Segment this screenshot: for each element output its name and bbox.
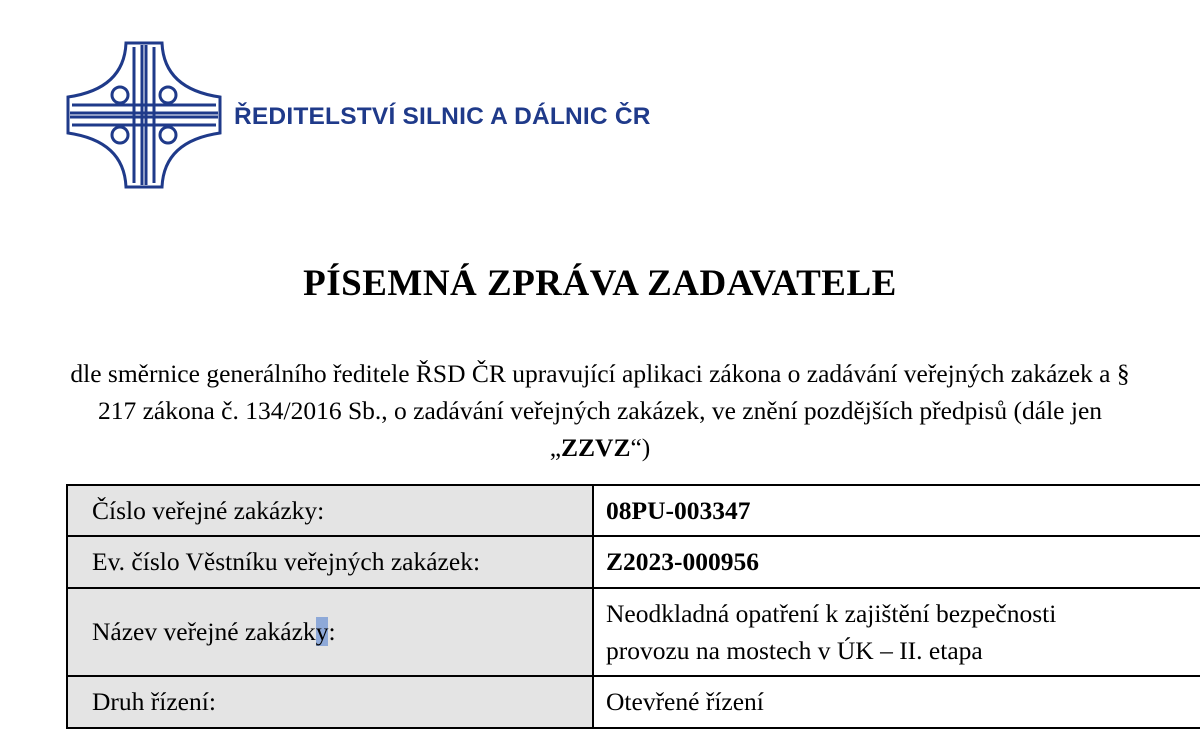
row-label-contract-number: Číslo veřejné zakázky: bbox=[67, 485, 593, 536]
document-title: PÍSEMNÁ ZPRÁVA ZADAVATELE bbox=[303, 263, 897, 304]
row-value-contract-number: 08PU-003347 bbox=[593, 485, 1200, 536]
table-row bbox=[67, 536, 1200, 588]
table-row bbox=[67, 676, 1200, 728]
table-row bbox=[67, 485, 1200, 536]
row-value-bulletin-number: Z2023-000956 bbox=[593, 536, 1200, 588]
contract-name-line-1: Neodkladná opatření k zajištění bezpečnosti bbox=[606, 599, 1057, 628]
contract-info-table bbox=[66, 484, 1200, 729]
text-selection-highlight[interactable]: y bbox=[315, 617, 329, 646]
organization-name: ŘEDITELSTVÍ SILNIC A DÁLNIC ČR bbox=[234, 103, 651, 130]
row-label-bulletin-number: Ev. číslo Věstníku veřejných zakázek: bbox=[67, 536, 593, 588]
subtitle-text: dle směrnice generálního ředitele ŘSD ČR upravující aplikaci zákona o zadávání veřejných zakázek a § 217 zákona č. 134/2016 Sb., o zadávání veřejných zakázek, ve znění pozdějších předpisů (dále jen „ bbox=[70, 359, 1130, 462]
row-label-contract-name bbox=[67, 588, 593, 676]
document-subtitle bbox=[60, 355, 1140, 466]
contract-name-label-colon: : bbox=[328, 617, 336, 646]
table-row bbox=[67, 588, 1200, 676]
contract-name-label-text: Název veřejné zakázk bbox=[92, 617, 316, 646]
subtitle-closing: “) bbox=[630, 433, 651, 462]
rsd-cross-logo-icon bbox=[66, 41, 222, 189]
row-value-contract-name bbox=[593, 588, 1200, 676]
row-label-procedure-type: Druh řízení: bbox=[67, 676, 593, 728]
contract-name-line-2: provozu na mostech v ÚK – II. etapa bbox=[606, 636, 983, 665]
row-value-procedure-type: Otevřené řízení bbox=[593, 676, 1200, 728]
subtitle-abbreviation: ZZVZ bbox=[561, 433, 631, 462]
header-logo-area bbox=[66, 40, 651, 190]
